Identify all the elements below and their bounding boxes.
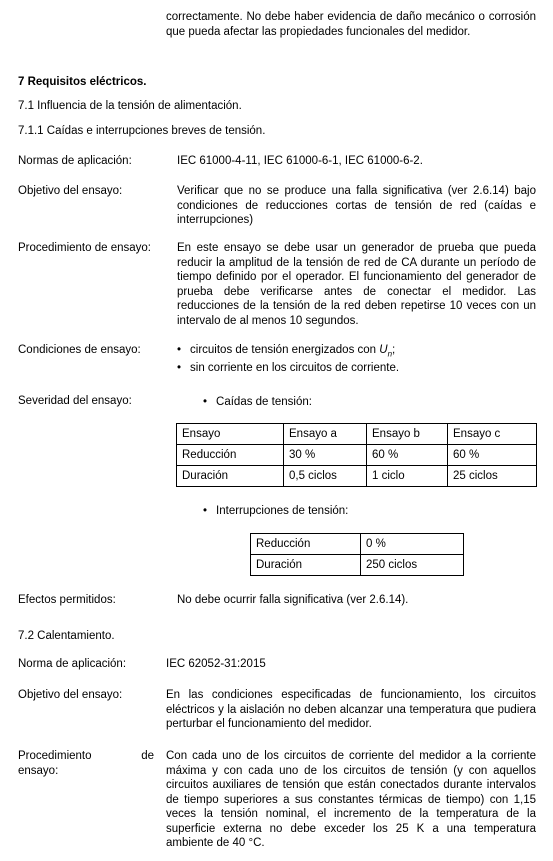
procedimiento2-value: Con cada uno de los circuitos de corriente del medidor a la corriente máxima y con cada uno de los circuitos de tensión (y con aquellos circuitos auxiliares de tensión que están conectados durante intervalos de tiempo superiores a sus constantes térmicas de tiempo) con 1,15 veces la tensión nominal, el incremento de la temperatura de la superficie externa no debe exceder los 25 K a una temperatura ambiente de 40 °C.	[166, 750, 536, 849]
table-cell: 25 ciclos	[448, 466, 537, 487]
condicion-2: • sin corriente en los circuitos de corriente.	[177, 361, 399, 376]
table-row	[251, 555, 464, 576]
table-row	[177, 466, 537, 487]
objetivo2-value: En las condiciones especificadas de funcionamiento, los circuitos eléctricos y la aislación no deben alcanzar una temperatura que pudiera perturbar el funcionamiento del medidor.	[166, 689, 536, 730]
table-cell: 60 %	[448, 445, 537, 466]
section-7-2-heading: 7.2 Calentamiento.	[18, 630, 115, 642]
condiciones-label: Condiciones de ensayo:	[18, 344, 141, 356]
section-7-1-1-heading: 7.1.1 Caídas e interrupciones breves de tensión.	[18, 125, 266, 137]
condicion-1-text: circuitos de tensión energizados con	[190, 344, 380, 356]
caidas-table	[176, 423, 537, 487]
norma-value: IEC 62052-31:2015	[166, 658, 266, 670]
objetivo-label: Objetivo del ensayo:	[18, 185, 123, 197]
procedimiento2-label-line	[18, 749, 154, 764]
objetivo-value: Verificar que no se produce una falla significativa (ver 2.6.14) bajo condiciones de reducciones cortas de tensión de red (caídas e interrupciones)	[177, 185, 536, 226]
table-row	[251, 534, 464, 555]
table-cell: Reducción	[177, 445, 284, 466]
caidas-label: • Caídas de tensión:	[203, 395, 312, 410]
condicion-1-sub: n	[387, 349, 393, 359]
procedimiento-label: Procedimiento de ensayo:	[18, 242, 151, 254]
interrupciones-label: • Interrupciones de tensión:	[203, 504, 348, 519]
interrupciones-table	[250, 533, 464, 576]
procedimiento2-label-word: Procedimiento	[18, 750, 92, 762]
table-cell: Duración	[177, 466, 284, 487]
norma-label: Norma de aplicación:	[18, 658, 127, 670]
severidad-label: Severidad del ensayo:	[18, 395, 132, 407]
table-cell: Duración	[251, 555, 361, 576]
condicion-1-end: ;	[392, 344, 396, 356]
table-cell: 1 ciclo	[367, 466, 448, 487]
table-header-cell: Ensayo c	[448, 424, 537, 445]
efectos-value: No debe ocurrir falla significativa (ver 2.6.14).	[177, 594, 409, 606]
table-header-cell: Ensayo a	[284, 424, 367, 445]
condicion-1-var: U	[379, 344, 388, 356]
intro-paragraph: correctamente. No debe haber evidencia de daño mecánico o corrosión que pueda afectar las propiedades funcionales del medidor.	[166, 11, 536, 38]
efectos-label: Efectos permitidos:	[18, 594, 116, 606]
normas-value: IEC 61000-4-11, IEC 61000-6-1, IEC 61000-6-2.	[177, 155, 423, 167]
table-cell: Reducción	[251, 534, 361, 555]
table-cell: 250 ciclos	[361, 555, 464, 576]
table-row	[177, 424, 537, 445]
procedimiento2-label-word: de	[141, 750, 154, 762]
condicion-1	[177, 343, 395, 362]
normas-label: Normas de aplicación:	[18, 155, 132, 167]
table-cell: 30 %	[284, 445, 367, 466]
procedimiento-value: En este ensayo se debe usar un generador de prueba que pueda reducir la amplitud de la tensión de red de CA durante un período de tiempo definido por el operador. El funcionamiento del generador de prueba debe verificarse antes de conectar el medidor. Las reducciones de la tensión de la red deben repetirse 10 veces con un intervalo de al menos 10 segundos.	[177, 242, 536, 327]
table-row	[177, 445, 537, 466]
procedimiento2-label	[18, 749, 154, 778]
table-cell: 0,5 ciclos	[284, 466, 367, 487]
table-cell: 0 %	[361, 534, 464, 555]
section-7-heading: 7 Requisitos eléctricos.	[18, 76, 147, 88]
objetivo2-label: Objetivo del ensayo:	[18, 689, 123, 701]
table-cell: 60 %	[367, 445, 448, 466]
table-header-cell: Ensayo	[177, 424, 284, 445]
section-7-1-heading: 7.1 Influencia de la tensión de alimentación.	[18, 100, 242, 112]
procedimiento2-label-line: ensayo:	[18, 764, 59, 777]
table-header-cell: Ensayo b	[367, 424, 448, 445]
